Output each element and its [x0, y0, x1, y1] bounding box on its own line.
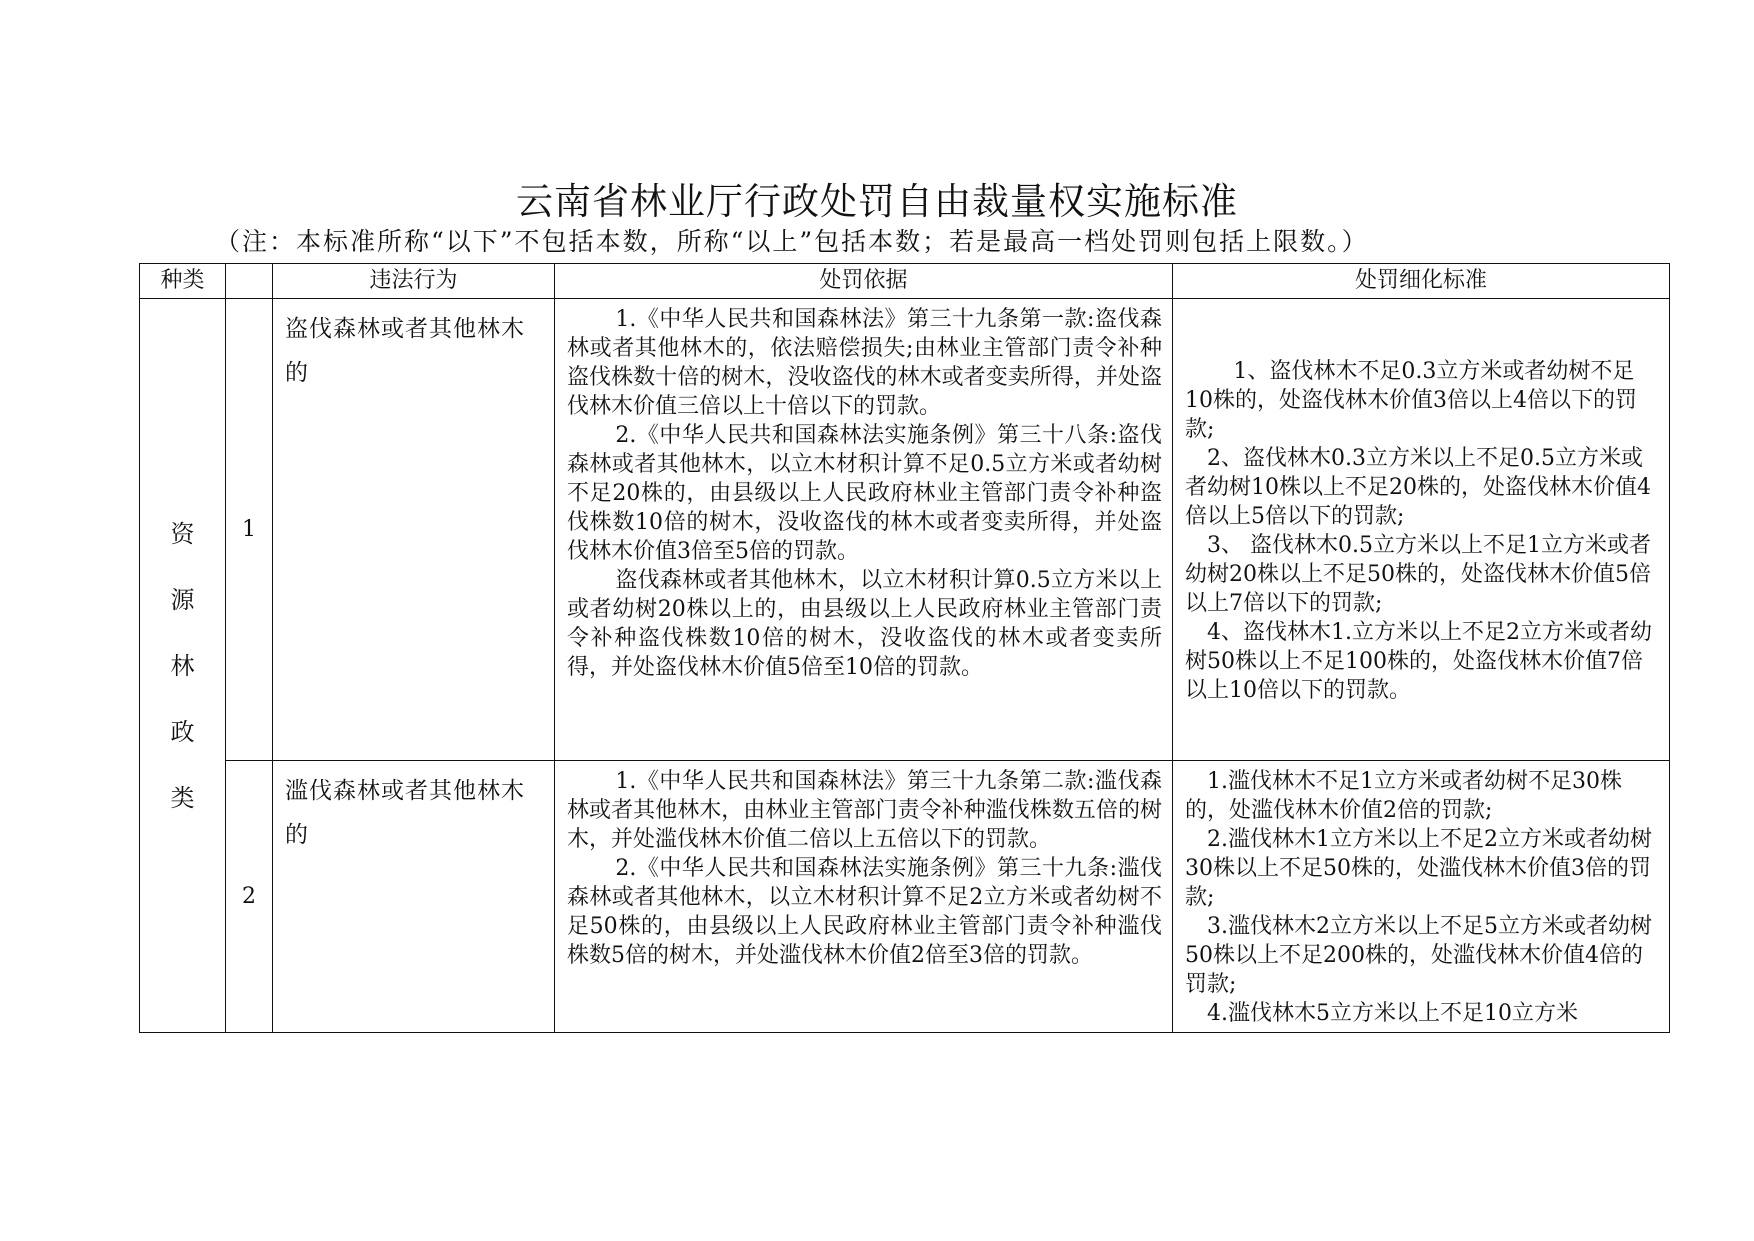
header-category: 种类: [140, 264, 226, 299]
basis-paragraph: 1.《中华人民共和国森林法》第三十九条第一款:盗伐森林或者其他林木的，依法赔偿损失;由林业主管部门责令补种盗伐株数十倍的树木，没收盗伐的林木或者变卖所得，并处盗伐林木价值三倍以上十倍以下的罚款。: [567, 307, 1162, 419]
standard-item: 3、 盗伐林木0.5立方米以上不足1立方米或者幼树20株以上不足50株的，处盗伐林木价值5倍以上7倍以下的罚款;: [1185, 532, 1651, 616]
basis-paragraph: 2.《中华人民共和国森林法实施条例》第三十九条:滥伐森林或者其他林木，以立木材积计算不足2立方米或者幼树不足50株的，由县级以上人民政府林业主管部门责令补种滥伐株数5倍的树木，并处滥伐林木价值2倍至3倍的罚款。: [567, 856, 1162, 968]
penalty-standard-cell: [1173, 299, 1670, 761]
standard-item: 4、盗伐林木1.立方米以上不足2立方米或者幼树50株以上不足100株的，处盗伐林木价值7倍以上10倍以下的罚款。: [1185, 619, 1652, 703]
standard-item: 2.滥伐林木1立方米以上不足2立方米或者幼树30株以上不足50株的，处滥伐林木价值3倍的罚款;: [1185, 827, 1652, 910]
basis-paragraph: 1.《中华人民共和国森林法》第三十九条第二款:滥伐森林或者其他林木，由林业主管部门责令补种滥伐株数五倍的树木，并处滥伐林木价值二倍以上五倍以下的罚款。: [567, 769, 1162, 852]
violation-act: 盗伐森林或者其他林木的: [273, 299, 555, 761]
row-number: 2: [226, 761, 273, 1033]
row-number: 1: [226, 299, 273, 761]
category-cell: [140, 299, 226, 1033]
penalty-basis-cell: [555, 761, 1173, 1033]
table-header-row: [140, 264, 1670, 299]
penalty-standard-cell: [1173, 761, 1670, 1033]
standard-item: 3.滥伐林木2立方米以上不足5立方米或者幼树50株以上不足200株的，处滥伐林木价值4倍的罚款;: [1185, 914, 1652, 997]
violation-act: 滥伐森林或者其他林木的: [273, 761, 555, 1033]
basis-paragraph: 2.《中华人民共和国森林法实施条例》第三十八条:盗伐森林或者其他林木，以立木材积计算不足0.5立方米或者幼树不足20株的，由县级以上人民政府林业主管部门责令补种盗伐株数10倍的树木，没收盗伐的林木或者变卖所得，并处盗伐林木价值3倍至5倍的罚款。: [567, 423, 1162, 564]
standard-item: 1、盗伐林木不足0.3立方米或者幼树不足10株的，处盗伐林木价值3倍以上4倍以下的罚款;: [1185, 358, 1637, 442]
penalty-basis-cell: [555, 299, 1173, 761]
header-basis: 处罚依据: [555, 264, 1173, 299]
basis-paragraph: 盗伐森林或者其他林木，以立木材积计算0.5立方米以上或者幼树20株以上的，由县级以上人民政府林业主管部门责令补种盗伐株数10倍的树木，没收盗伐的林木或者变卖所得，并处盗伐林木价值5倍至10倍的罚款。: [567, 568, 1162, 680]
document-note: （注：本标准所称“以下”不包括本数，所称“以上”包括本数；若是最高一档处罚则包括上限数。）: [215, 227, 1369, 256]
document-title: 云南省林业厅行政处罚自由裁量权实施标准: [516, 180, 1238, 223]
header-act: 违法行为: [273, 264, 555, 299]
category-char: 政: [170, 717, 195, 746]
table-row: [140, 761, 1670, 1033]
standard-item: 4.滥伐林木5立方米以上不足10立方米: [1207, 1001, 1578, 1026]
standard-item: 1.滥伐林木不足1立方米或者幼树不足30株的，处滥伐林木价值2倍的罚款;: [1185, 769, 1622, 823]
table-row: [140, 299, 1670, 761]
header-number: [226, 264, 273, 299]
standard-item: 2、盗伐林木0.3立方米以上不足0.5立方米或者幼树10株以上不足20株的，处盗伐林木价值4倍以上5倍以下的罚款;: [1185, 445, 1651, 529]
category-char: 源: [170, 585, 195, 614]
penalty-standards-table: [139, 263, 1670, 1033]
category-char: 类: [170, 783, 195, 812]
category-char: 林: [170, 651, 195, 680]
header-standard: 处罚细化标准: [1173, 264, 1670, 299]
category-char: 资: [170, 519, 195, 548]
